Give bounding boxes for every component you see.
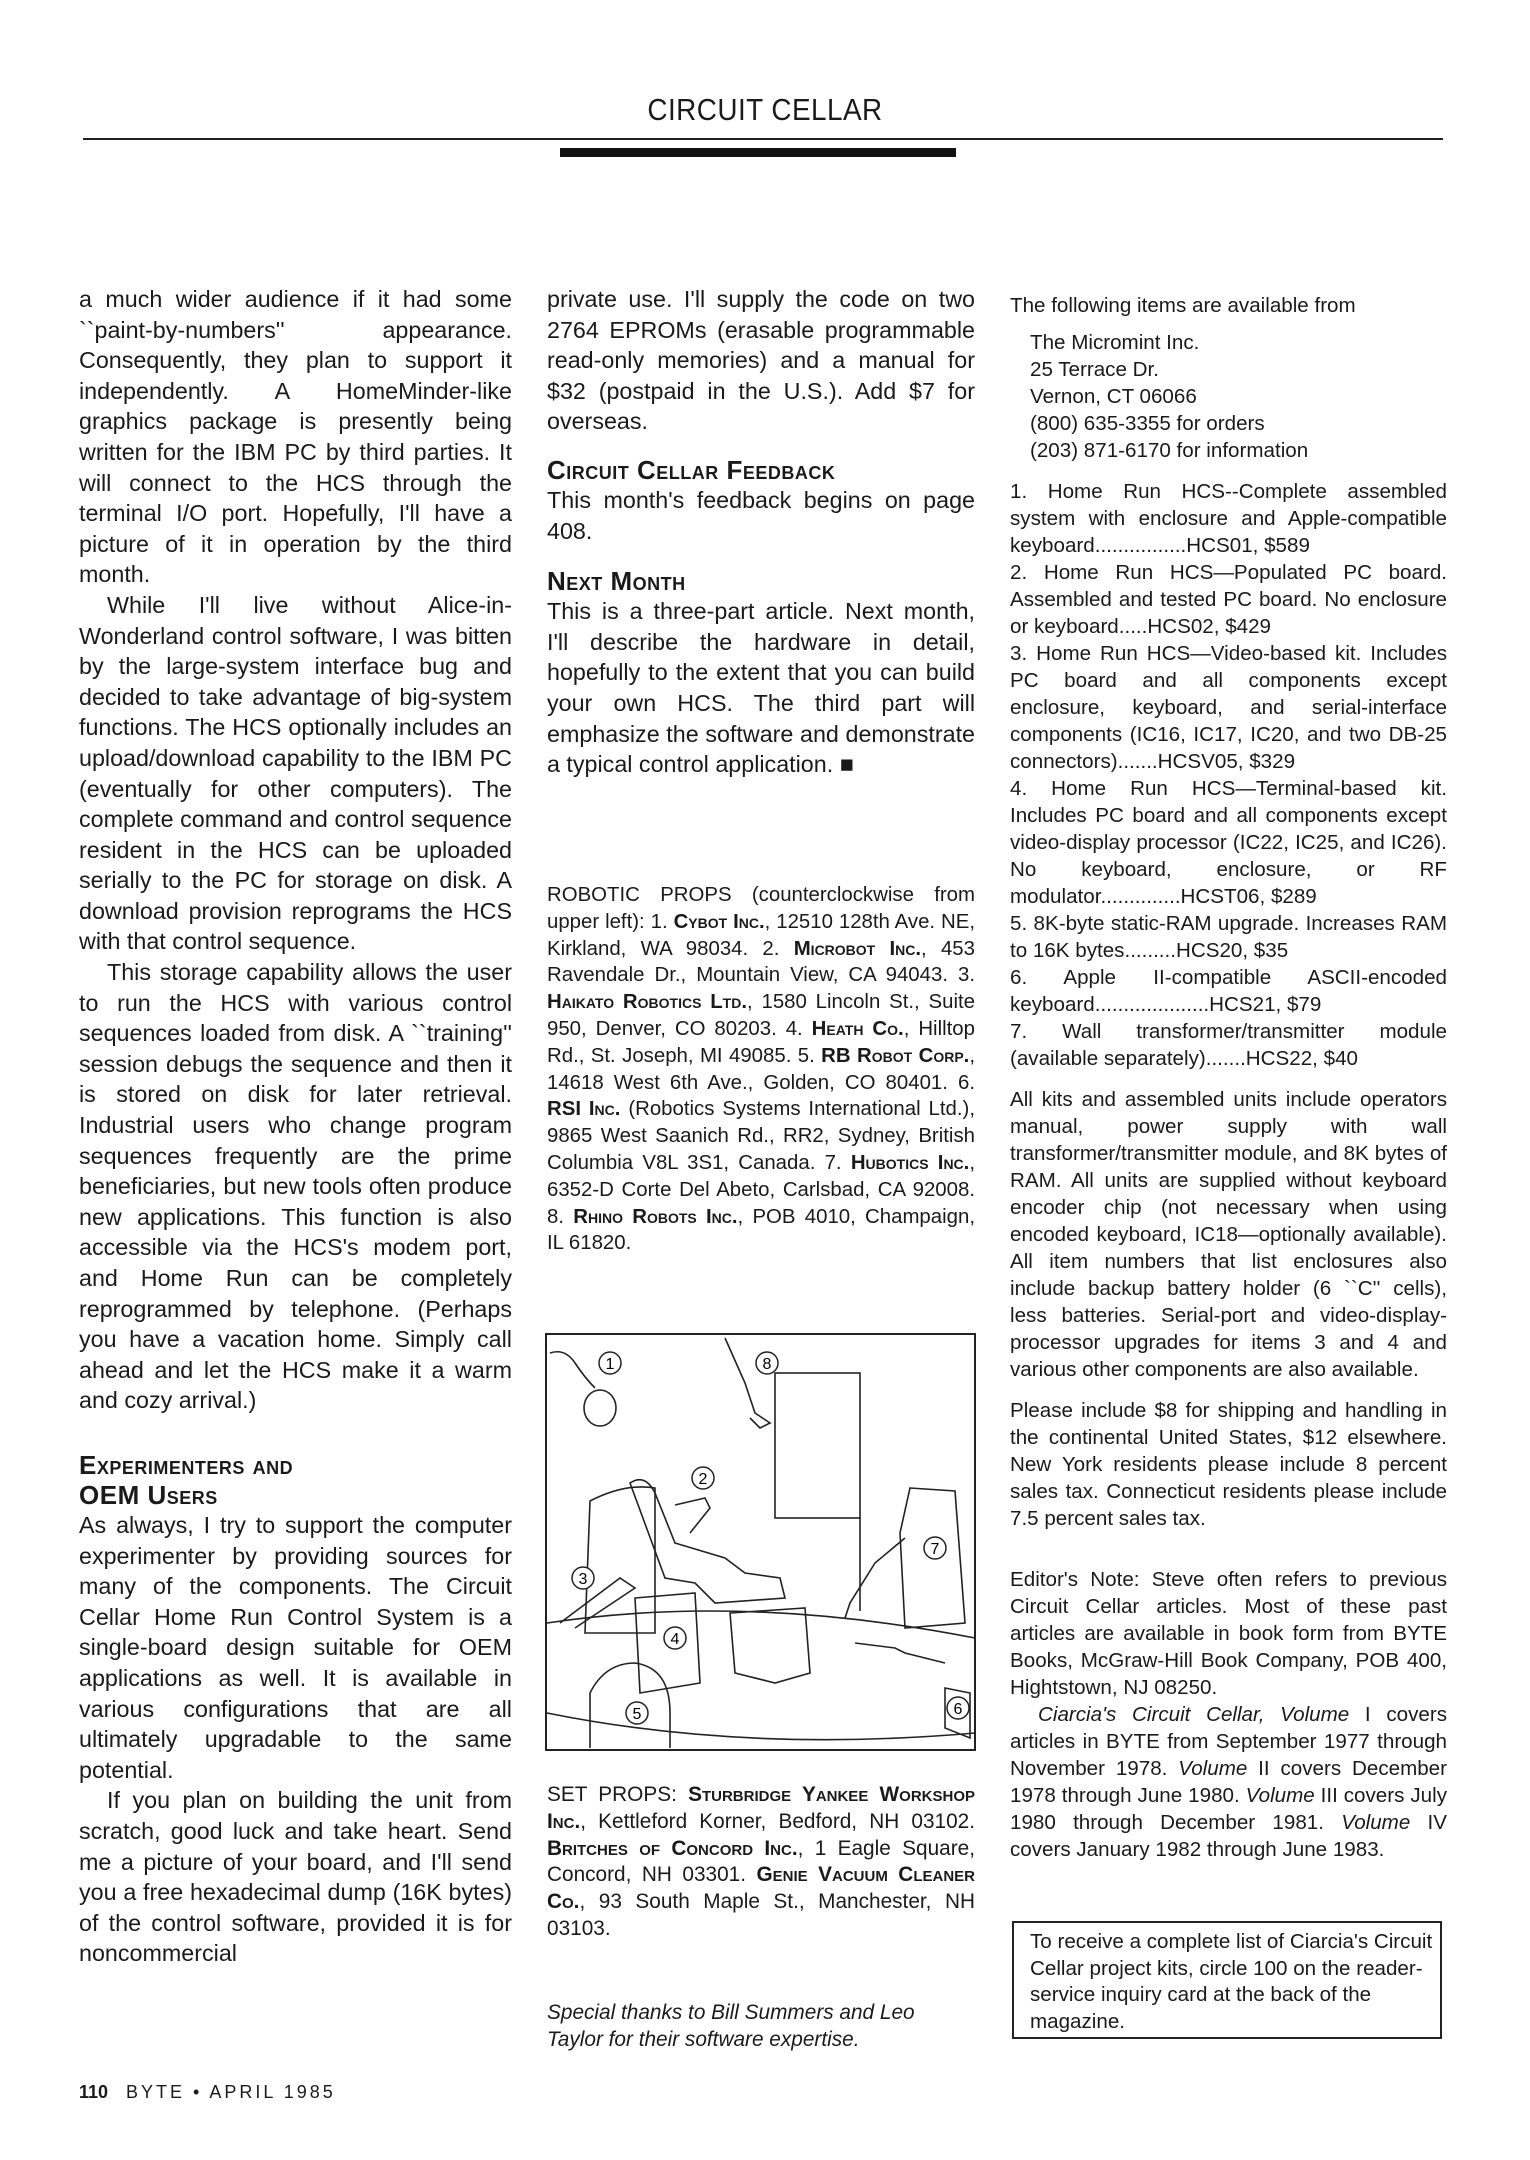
section-heading-next-month: Next Month — [547, 566, 686, 597]
paragraph: While I'll live without Alice-in-Wonderland control software, I was bitten by the large-system interface bug and decided to take advantage of big-system functions. The HCS optionally includes an upload/download capability to the IBM PC (eventually for other computers). The complete command and control sequence resident in the HCS can be uploaded serially to the PC for storage on disk. A download provision reprograms the HCS with that control sequence. — [79, 591, 512, 955]
text-run: , Kettleford Korner, Bedford, NH 03102. — [580, 1809, 975, 1833]
callout-4 — [664, 1627, 686, 1649]
header-bar — [560, 148, 956, 157]
callout-1 — [599, 1352, 621, 1374]
supplier-address — [1010, 329, 1447, 464]
intro-text: The following items are available from — [1010, 294, 1356, 317]
column-1 — [79, 284, 512, 1969]
text-run: , POB 4010, Champaign, IL 61820. — [547, 1205, 975, 1255]
product-item: 1. Home Run HCS--Complete assembled system with enclosure and Apple-compatible keyboard................HCS01, $589 — [1010, 480, 1447, 557]
callout-3 — [572, 1567, 594, 1589]
paragraph: As always, I try to support the computer experimenter by providing sources for many of the components. The Circuit Cellar Home Run Control System is a single-board design suitable for OEM applications as well. It is available in various configurations that are all ultimately upgradable to the same potential. — [79, 1511, 512, 1783]
heading-line: OEM Users — [79, 1479, 218, 1510]
callout-8 — [756, 1352, 778, 1374]
section-heading-feedback: Circuit Cellar Feedback — [547, 454, 836, 485]
paragraph: This storage capability allows the user to run the HCS with various control sequences loaded from disk. A ``training'' session debugs the sequence and then it is stored on disk for later retrieval. Industrial users who change program sequences frequently are the prime beneficiaries, but new tools often produce new applications. This function is also accessible via the HCS's modem port, and Home Run can be completely reprogrammed by telephone. (Perhaps you have a vacation home. Simply call ahead and let the HCS make it a warm and cozy arrival.) — [79, 959, 512, 1414]
paragraph: private use. I'll supply the code on two 2764 EPROMs (erasable programmable read-only memories) and a manual for $32 (postpaid in the U.S.). Add $7 for overseas. — [547, 286, 975, 435]
company-name: RB Robot Corp. — [821, 1044, 970, 1067]
shipping-note: Please include $8 for shipping and handling in the continental United States, $12 elsewhere. New York residents please include 8 percent sales tax. Connecticut residents please include 7.5 percent sales tax. — [1010, 1399, 1447, 1530]
callout-label: 6 — [953, 1701, 963, 1718]
callout-label: 2 — [698, 1471, 708, 1488]
page-number: 110 — [79, 2082, 109, 2102]
text-run: II covers December 1978 through June 1980. — [1010, 1757, 1447, 1807]
address-line: The Micromint Inc. — [1030, 331, 1200, 354]
text-run: , 1 Eagle Square, Concord, NH 03301. — [547, 1836, 975, 1887]
text-run: IV covers January 1982 through June 1983. — [1010, 1811, 1447, 1861]
company-name: Britches of Concord Inc. — [547, 1836, 798, 1860]
callout-label: 7 — [930, 1541, 940, 1558]
italic-title: Volume — [1341, 1811, 1411, 1834]
address-line: 25 Terrace Dr. — [1030, 358, 1159, 381]
paragraph — [547, 596, 975, 780]
italic-title: Volume — [1245, 1784, 1315, 1807]
callout-5 — [626, 1702, 648, 1724]
callout-label: 8 — [762, 1356, 772, 1373]
address-line: (203) 871-6170 for information — [1030, 439, 1309, 462]
editors-note: Editor's Note: Steve often refers to previous Circuit Cellar articles. Most of these past articles are available in book form from BYTE Books, McGraw-Hill Book Company, POB 400, Hightstown, NJ 08250. — [1010, 1568, 1447, 1699]
robotic-props-credits — [547, 882, 975, 1257]
header-rule — [83, 138, 1443, 140]
text-run: , 12510 128th Ave. NE, Kirkland, WA 98034. 2. — [547, 910, 976, 960]
italic-title: Ciarcia's Circuit Cellar, Volume — [1038, 1703, 1350, 1726]
set-props-credits — [547, 1782, 975, 1943]
product-item: 7. Wall transformer/transmitter module (available separately).......HCS22, $40 — [1010, 1020, 1447, 1070]
callout-7 — [924, 1537, 946, 1559]
figure-frame — [546, 1334, 975, 1750]
product-item: 6. Apple II-compatible ASCII-encoded keyboard....................HCS21, $79 — [1010, 966, 1447, 1016]
column-2-top — [547, 284, 975, 780]
text-run: , Hilltop Rd., St. Joseph, MI 49085. 5. — [547, 1017, 975, 1067]
company-name: Microbot Inc. — [793, 937, 922, 960]
company-name: Sturbridge Yankee Workshop Inc. — [547, 1783, 975, 1833]
company-name: RSI Inc. — [547, 1098, 621, 1121]
company-name: Cybot Inc. — [673, 910, 765, 933]
product-item: 4. Home Run HCS—Terminal-based kit. Includes PC board and all components except video-display processor (IC22, IC25, and IC26). No keyboard, enclosure, or RF modulator..............HCST06, $289 — [1010, 777, 1447, 908]
text-run: , 453 Ravendale Dr., Mountain View, CA 94043. 3. — [547, 937, 975, 987]
page-footer — [79, 2082, 336, 2103]
address-line: Vernon, CT 06066 — [1030, 385, 1197, 408]
paragraph: a much wider audience if it had some ``paint-by-numbers'' appearance. Consequently, they plan to support it independently. A HomeMinder-like graphics package is presently being written for the IBM PC by third parties. It will connect to the HCS through the terminal I/O port. Hopefully, I'll have a picture of it in operation by the third month. — [79, 286, 512, 588]
column-3 — [1010, 292, 1447, 1863]
address-line: (800) 635-3355 for orders — [1030, 412, 1265, 435]
text-run: III covers July 1980 through December 1981. — [1010, 1784, 1447, 1834]
robot-props-illustration — [545, 1333, 976, 1751]
section-heading-experimenters — [79, 1450, 512, 1510]
callout-6 — [947, 1697, 969, 1719]
paragraph: This month's feedback begins on page 408. — [547, 486, 975, 544]
special-thanks: Special thanks to Bill Summers and Leo Taylor for their software expertise. — [547, 2001, 915, 2051]
heading-line: Experimenters and — [79, 1449, 294, 1480]
text-run: SET PROPS: — [547, 1783, 689, 1806]
callout-label: 1 — [605, 1356, 615, 1373]
kits-note: All kits and assembled units include operators manual, power supply with wall transformer/transmitter module, and 8K bytes of RAM. All units are supplied without keyboard encoder chip (not necessary when using encoded keyboard, IC18—optionally available). All item numbers that list enclosures also include backup battery holder (6 ``C'' cells), less batteries. Serial-port and video-display-processor upgrades for items 3 and 4 and various other components are also available. — [1010, 1088, 1447, 1381]
text-run: (Robotics Systems International Ltd.), 9865 West Saanich Rd., RR2, Sydney, British Columbia V8L 3S1, Canada. 7. — [547, 1098, 975, 1174]
end-mark-icon: ■ — [839, 751, 854, 778]
callout-2 — [692, 1467, 714, 1489]
product-item: 2. Home Run HCS—Populated PC board. Assembled and tested PC board. No enclosure or keyboard.....HCS02, $429 — [1010, 561, 1447, 638]
callout-label: 5 — [632, 1706, 642, 1723]
paragraph-text: This is a three-part article. Next month, I'll describe the hardware in detail, hopefully to the extent that you can build your own HCS. The third part will emphasize the software and demonstrate a typical control application. — [547, 598, 975, 778]
callout-label: 3 — [578, 1571, 588, 1588]
company-name: Heath Co. — [811, 1017, 904, 1040]
text-run: , 93 South Maple St., Manchester, NH 03103. — [547, 1890, 975, 1940]
company-name: Rhino Robots Inc. — [573, 1205, 738, 1228]
company-name: Haikato Robotics Ltd. — [547, 991, 748, 1014]
volumes-note — [1010, 1701, 1447, 1863]
product-list — [1010, 478, 1447, 1072]
text-run: , 1580 Lincoln St., Suite 950, Denver, CO 80203. 4. — [547, 991, 975, 1040]
product-item: 3. Home Run HCS—Video-based kit. Includes PC board and all components except enclosure, keyboard, and serial-interface components (IC16, IC17, IC20, and two DB-25 connectors).......HCSV05, $329 — [1010, 642, 1447, 773]
callout-label: 4 — [670, 1631, 680, 1648]
paragraph: If you plan on building the unit from scratch, good luck and take heart. Send me a picture of your board, and I'll send you a free hexadecimal dump (16K bytes) of the control software, provided it is for noncommercial — [79, 1787, 512, 1967]
reader-service-box: To receive a complete list of Ciarcia's Circuit Cellar project kits, circle 100 on the reader-service inquiry card at the back of the magazine. — [1012, 1921, 1442, 2039]
company-name: Genie Vacuum Cleaner Co. — [547, 1863, 975, 1914]
text-run: ROBOTIC PROPS (counterclockwise from upper left): 1. — [547, 884, 975, 933]
text-run: I covers articles in BYTE from September 1977 through November 1978. — [1010, 1703, 1448, 1780]
text-run: , 6352-D Corte Del Abeto, Carlsbad, CA 92008. 8. — [547, 1151, 975, 1228]
magazine-issue: BYTE • APRIL 1985 — [126, 2082, 336, 2102]
text-run: , 14618 West 6th Ave., Golden, CO 80401. 6. — [547, 1044, 975, 1094]
product-item: 5. 8K-byte static-RAM upgrade. Increases RAM to 16K bytes.........HCS20, $35 — [1010, 912, 1447, 962]
italic-title: Volume — [1178, 1757, 1248, 1780]
company-name: Hubotics Inc. — [850, 1151, 970, 1174]
section-title: CIRCUIT CELLAR — [647, 92, 883, 127]
